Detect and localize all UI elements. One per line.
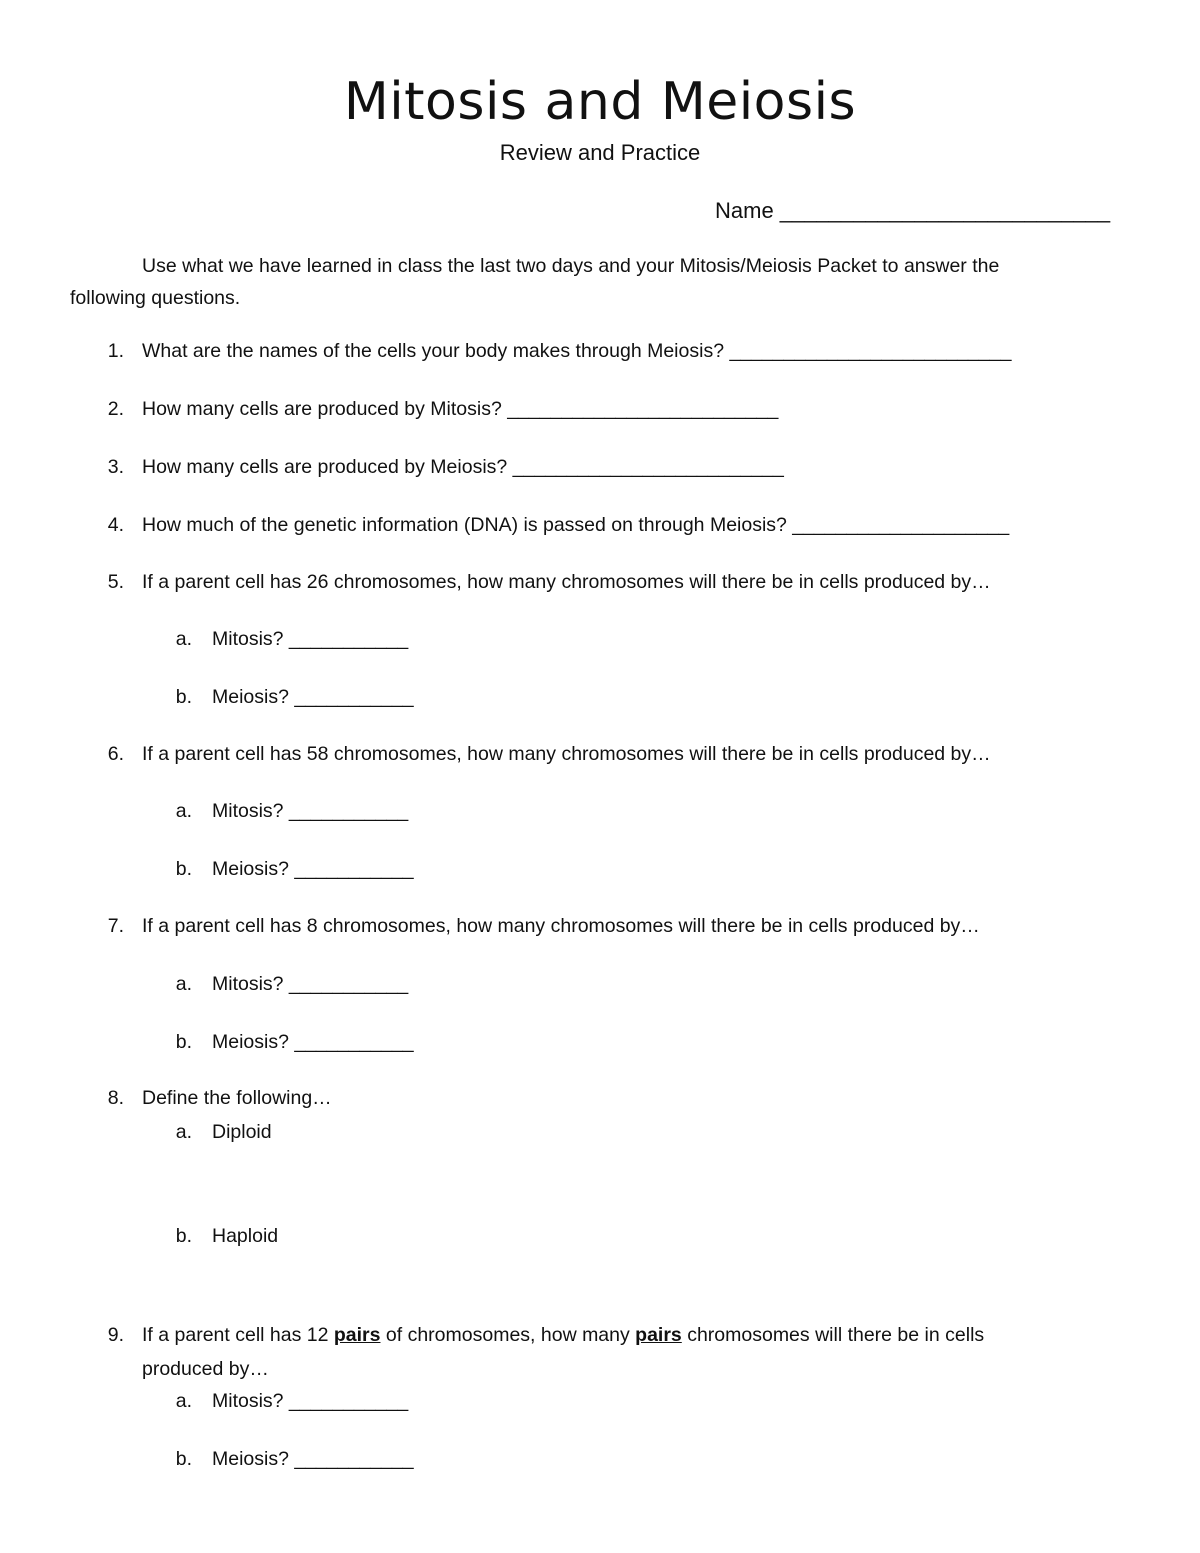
question-4-number: 4. — [107, 514, 124, 536]
question-6-number: 6. — [107, 743, 124, 765]
question-5b-text[interactable]: Meiosis? ___________ — [212, 686, 414, 708]
question-7-number: 7. — [107, 915, 124, 937]
question-2-text[interactable]: How many cells are produced by Mitosis? _________________________ — [142, 398, 779, 420]
question-9b-letter: b. — [175, 1448, 192, 1470]
question-7b-letter: b. — [175, 1031, 192, 1053]
question-6b-letter: b. — [175, 858, 192, 880]
question-5-text: If a parent cell has 26 chromosomes, how many chromosomes will there be in cells produced by… — [142, 571, 991, 593]
question-9-text-part3: chromosomes will there be in cells — [681, 1324, 985, 1346]
question-7-text: If a parent cell has 8 chromosomes, how many chromosomes will there be in cells produced by… — [142, 915, 980, 937]
question-5-number: 5. — [107, 571, 124, 593]
question-8a-letter: a. — [175, 1121, 192, 1143]
question-3-number: 3. — [107, 456, 124, 478]
question-5a-text[interactable]: Mitosis? ___________ — [212, 628, 409, 650]
question-4-text[interactable]: How much of the genetic information (DNA) is passed on through Meiosis? ____________________ — [142, 514, 1010, 536]
question-6a-letter: a. — [175, 800, 192, 822]
question-9-text — [142, 1319, 984, 1351]
pairs-emphasis-2: pairs — [635, 1324, 682, 1346]
question-8-text: Define the following… — [142, 1087, 332, 1109]
question-6a-text[interactable]: Mitosis? ___________ — [212, 800, 409, 822]
question-9-text-part1: If a parent cell has 12 — [142, 1324, 334, 1346]
worksheet-title: Mitosis and Meiosis — [343, 72, 857, 132]
worksheet-subtitle: Review and Practice — [499, 140, 701, 165]
intro-line-2: following questions. — [70, 287, 241, 309]
question-7b-text[interactable]: Meiosis? ___________ — [212, 1031, 414, 1053]
question-9-text-part2: of chromosomes, how many — [380, 1324, 636, 1346]
question-7a-letter: a. — [175, 973, 192, 995]
question-8a-text: Diploid — [212, 1121, 272, 1143]
question-5b-letter: b. — [175, 686, 192, 708]
question-8-number: 8. — [107, 1087, 124, 1109]
question-9-text-line2: produced by… — [142, 1358, 269, 1380]
question-5a-letter: a. — [175, 628, 192, 650]
intro-line-1: Use what we have learned in class the last two days and your Mitosis/Meiosis Packet to answer the — [142, 255, 1000, 277]
question-6-text: If a parent cell has 58 chromosomes, how many chromosomes will there be in cells produced by… — [142, 743, 991, 765]
question-1-number: 1. — [107, 340, 124, 362]
question-2-number: 2. — [107, 398, 124, 420]
question-8b-text: Haploid — [212, 1225, 279, 1247]
question-3-text[interactable]: How many cells are produced by Meiosis? _________________________ — [142, 456, 784, 478]
question-9-number: 9. — [107, 1324, 124, 1346]
question-9a-letter: a. — [175, 1390, 192, 1412]
question-9b-text[interactable]: Meiosis? ___________ — [212, 1448, 414, 1470]
pairs-emphasis-1: pairs — [333, 1324, 381, 1346]
question-6b-text[interactable]: Meiosis? ___________ — [212, 858, 414, 880]
name-field[interactable]: Name ___________________________ — [715, 198, 1111, 223]
question-1-text[interactable]: What are the names of the cells your body makes through Meiosis? __________________________ — [142, 340, 1012, 362]
question-9a-text[interactable]: Mitosis? ___________ — [212, 1390, 409, 1412]
question-8b-letter: b. — [175, 1225, 192, 1247]
question-7a-text[interactable]: Mitosis? ___________ — [212, 973, 409, 995]
